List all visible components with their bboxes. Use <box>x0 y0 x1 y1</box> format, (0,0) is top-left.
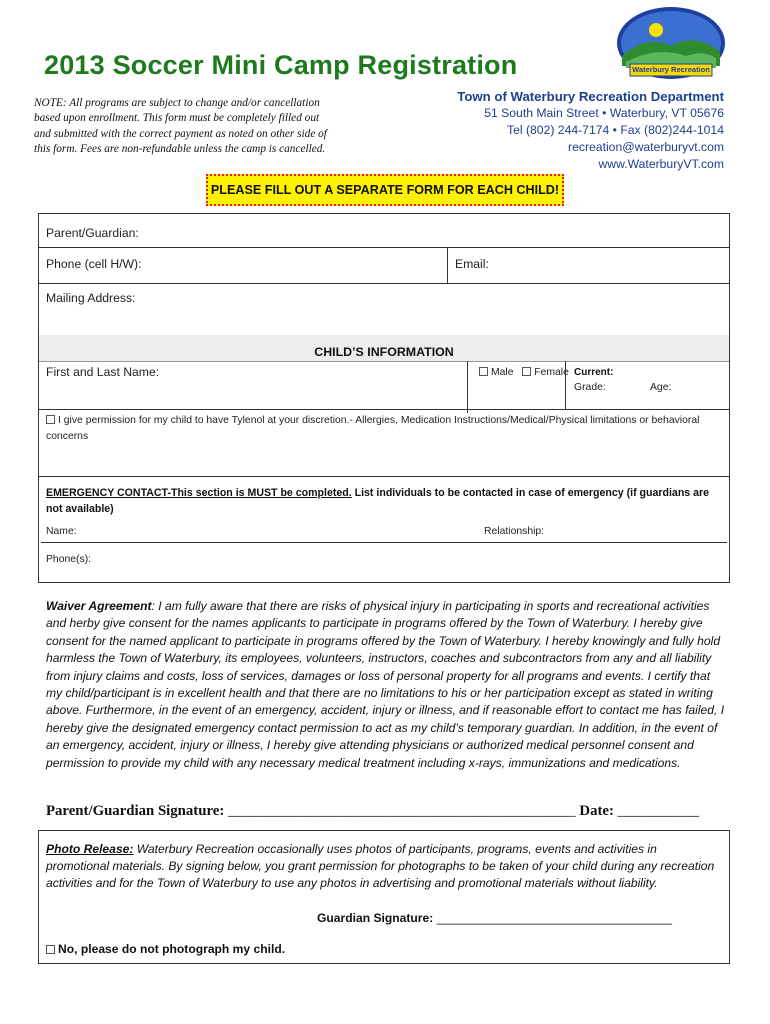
note-text: All programs are subject to change and/or cancellation based upon enrollment. This form must be completely filled out and submitted with the correct payment as noted on other side of this form. Fees are non-refundable unless the camp is cancelled. <box>34 97 327 156</box>
no-photo-label: No, please do not photograph my child. <box>58 942 286 956</box>
female-label: Female <box>534 367 569 378</box>
note-label: NOTE: <box>34 97 67 109</box>
mailing-address-label: Mailing Address: <box>46 291 136 305</box>
current-label: Current: <box>574 367 614 378</box>
department-website[interactable]: www.WaterburyVT.com <box>598 157 724 171</box>
email-label: Email: <box>455 257 489 271</box>
parent-guardian-label: Parent/Guardian: <box>46 226 139 240</box>
emergency-relationship-label: Relationship: <box>484 526 545 537</box>
photo-release-label: Photo Release: <box>46 842 134 856</box>
photo-release-text: Waterbury Recreation occasionally uses photos of participants, programs, events and activities in promotional materials. By signing below, you grant permission for photographs to be taken of your child during any recreation activities and for the Town of Waterbury to use any photos in advertising and promotional materials without liability. <box>46 842 715 891</box>
parent-signature-line <box>46 803 699 820</box>
note-paragraph <box>34 96 334 158</box>
grade-label: Grade: <box>574 382 606 393</box>
emergency-heading-rest: List individuals to be contacted in case of emergency (if guardians are not available) <box>46 487 710 515</box>
department-phone-fax: Tel (802) 244-7174 • Fax (802)244-1014 <box>506 123 724 137</box>
tylenol-checkbox[interactable] <box>46 415 55 424</box>
parent-signature-label: Parent/Guardian Signature: <box>46 803 228 819</box>
emergency-heading-underlined: EMERGENCY CONTACT-This section is MUST be completed. <box>46 487 352 499</box>
age-label: Age: <box>650 382 672 393</box>
form-title: 2013 Soccer Mini Camp Registration <box>44 50 518 80</box>
department-address: 51 South Main Street • Waterbury, VT 05676 <box>484 106 724 120</box>
gender-options <box>479 367 569 378</box>
guardian-signature-field[interactable]: ___________________________________ <box>436 911 673 925</box>
guardian-signature-row <box>317 911 672 925</box>
emergency-name-label: Name: <box>46 526 77 537</box>
registration-info-box <box>38 213 730 583</box>
parent-signature-field[interactable]: _______________________________________________ <box>227 803 576 819</box>
emergency-contact-heading <box>46 486 726 517</box>
no-photo-option <box>46 942 285 956</box>
photo-release-box <box>38 830 730 964</box>
child-info-heading: CHILD’S INFORMATION <box>314 345 454 359</box>
waterbury-recreation-logo <box>616 6 726 80</box>
no-photo-checkbox[interactable] <box>46 945 55 954</box>
phone-label: Phone (cell H/W): <box>46 257 142 271</box>
department-email[interactable]: recreation@waterburyvt.com <box>568 140 724 154</box>
tylenol-permission <box>46 413 722 445</box>
department-info <box>457 88 724 173</box>
guardian-signature-label: Guardian Signature: <box>317 911 437 925</box>
female-checkbox[interactable] <box>522 367 531 376</box>
photo-release-paragraph <box>46 841 722 893</box>
department-name: Town of Waterbury Recreation Department <box>457 89 724 104</box>
separate-form-banner: PLEASE FILL OUT A SEPARATE FORM FOR EACH CHILD! <box>206 174 564 206</box>
date-label: Date: <box>575 803 618 819</box>
waiver-text: : I am fully aware that there are risks of physical injury in participating in sports and recreational activities and herby give consent for the names applicants to participate in programs offered by the Town of Waterbury. I hereby give consent for the named applicant to participate in programs offered by the Town of Waterbury. I hereby knowingly and fully hold harmless the Town of Waterbury, its employees, volunteers, instructors, coaches and subcontractors from any and all liability from injury claims and costs, loss of services, damages or loss of personal property for all programs and events. I certify that my child/participant is in excellent health and that there are no limitations to his or her participation except as stated in writing above. Furthermore, in the event of an emergency, accident, injury or illness, and if reasonable effort to contact me has failed, I hereby give the designated emergency contact permission to act as my child’s temporary guardian. In addition, in the event of an emergency, accident, injury or illness, I hereby give attending physicians or authorized medical personnel consent and permission to provide my child with any necessary medical treatment including x-rays, immunizations and medications. <box>46 599 725 770</box>
date-field[interactable]: ___________ <box>617 803 699 819</box>
waiver-agreement <box>46 598 728 772</box>
logo-text: Waterbury Recreation <box>632 65 710 74</box>
male-checkbox[interactable] <box>479 367 488 376</box>
male-label: Male <box>491 367 514 378</box>
first-last-name-label: First and Last Name: <box>46 365 160 379</box>
waiver-label: Waiver Agreement <box>46 599 152 613</box>
tylenol-text: I give permission for my child to have Tylenol at your discretion.- Allergies, Medication Instructions/Medical/Physical limitations or behavioral concerns <box>46 415 700 442</box>
emergency-phones-label: Phone(s): <box>46 554 92 565</box>
